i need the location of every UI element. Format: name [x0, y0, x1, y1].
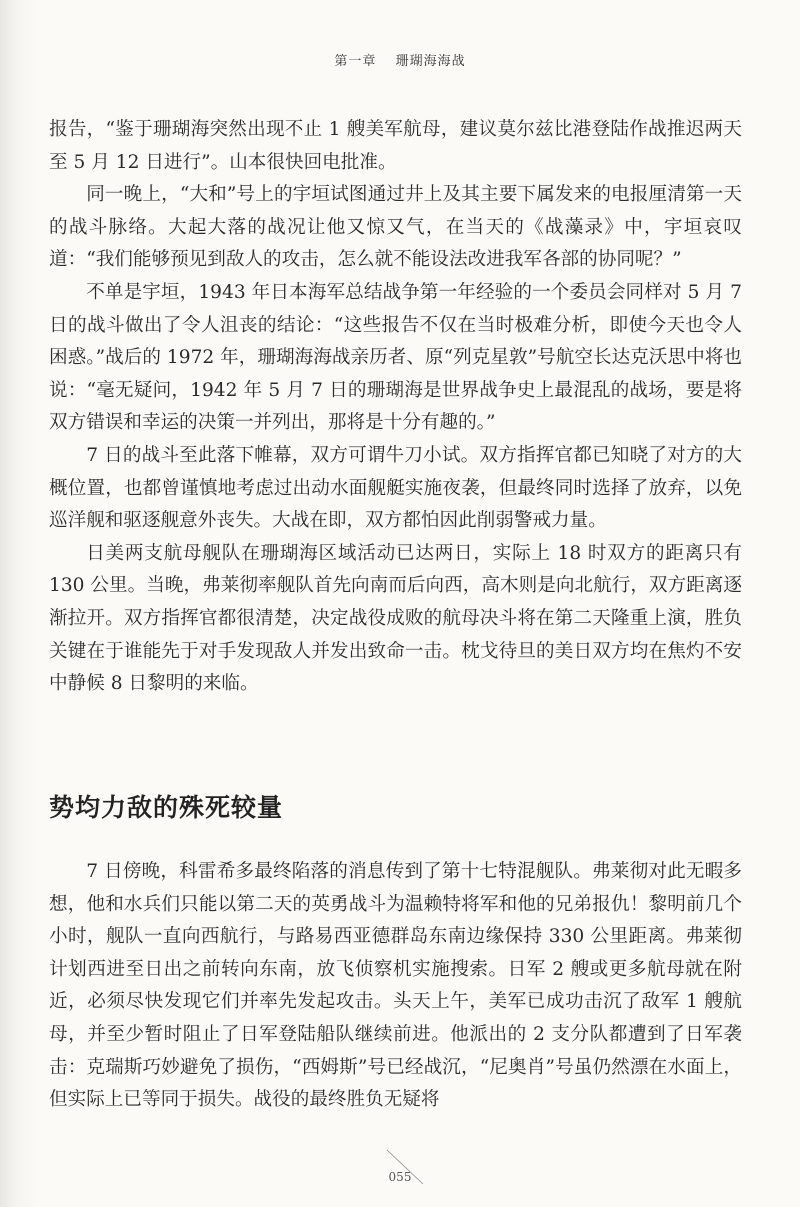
paragraph: 7 日傍晚，科雷希多最终陷落的消息传到了第十七特混舰队。弗莱彻对此无暇多想，他和水兵们只能以第二天的英勇战斗为温赖特将军和他的兄弟报仇！黎明前几个小时，舰队一直向西航行，与路易西亚德群岛东南边缘保持 330 公里距离。弗莱彻计划西进至日出之前转向东南，放飞侦察机实施搜索。日军 2 艘或更多航母就在附近，必须尽快发现它们并率先发起攻击。头天上午，美军已成功击沉了敌军 1 艘航母，并至少暂时阻止了日军登陆船队继续前进。他派出的 2 支分队都遭到了日军袭击：克瑞斯巧妙避免了损伤，“西姆斯”号已经战沉，“尼奥肖”号虽仍然漂在水面上，但实际上已等同于损失。战役的最终胜负无疑将	[49, 861, 742, 1111]
running-head-chapter: 第一章	[334, 54, 377, 69]
paragraph: 日美两支航母舰队在珊瑚海区域活动已达两日，实际上 18 时双方的距离只有 130 公里。当晚，弗莱彻率舰队首先向南而后向西，高木则是向北航行，双方距离逐渐拉开。双方指挥官都很清楚，决定战役成败的航母决斗将在第二天隆重上演，胜负关键在于谁能先于对手发现敌人并发出致命一击。枕戈待旦的美日双方均在焦灼不安中静候 8 日黎明的来临。	[49, 542, 742, 695]
page-number: 055	[388, 1170, 412, 1184]
body-text-before-heading	[49, 114, 742, 701]
paragraph: 同一晚上，“大和”号上的宇垣试图通过井上及其主要下属发来的电报厘清第一天的战斗脉络。大起大落的战况让他又惊又气，在当天的《战藻录》中，宇垣哀叹道：“我们能够预见到敌人的攻击，怎么就不能设法改进我军各部的协同呢？”	[49, 184, 742, 271]
paragraph: 7 日的战斗至此落下帷幕，双方可谓牛刀小试。双方指挥官都已知晓了对方的大概位置，也都曾谨慎地考虑过出动水面舰艇实施夜袭，但最终同时选择了放弃，以免巡洋舰和驱逐舰意外丧失。大战在即，双方都怕因此削弱警戒力量。	[49, 444, 742, 532]
section-heading: 势均力敌的殊死较量	[49, 793, 284, 822]
running-head-title: 珊瑚海海战	[395, 54, 466, 69]
paragraph: 不单是宇垣，1943 年日本海军总结战争第一年经验的一个委员会同样对 5 月 7 日的战斗做出了令人沮丧的结论：“这些报告不仅在当时极难分析，即使今天也令人困惑。”战后的 1972 年，珊瑚海海战亲历者、原“列克星敦”号航空长达克沃思中将也说：“毫无疑问，1942 年 5 月 7 日的珊瑚海是世界战争史上最混乱的战场，要是将双方错误和幸运的决策一并列出，那将是十分有趣的。”	[49, 281, 742, 434]
running-head	[0, 50, 800, 69]
paragraph: 报告，“鉴于珊瑚海突然出现不止 1 艘美军航母，建议莫尔兹比港登陆作战推迟两天至 5 月 12 日进行”。山本很快回电批准。	[49, 119, 742, 173]
body-text-after-heading	[49, 856, 742, 1117]
